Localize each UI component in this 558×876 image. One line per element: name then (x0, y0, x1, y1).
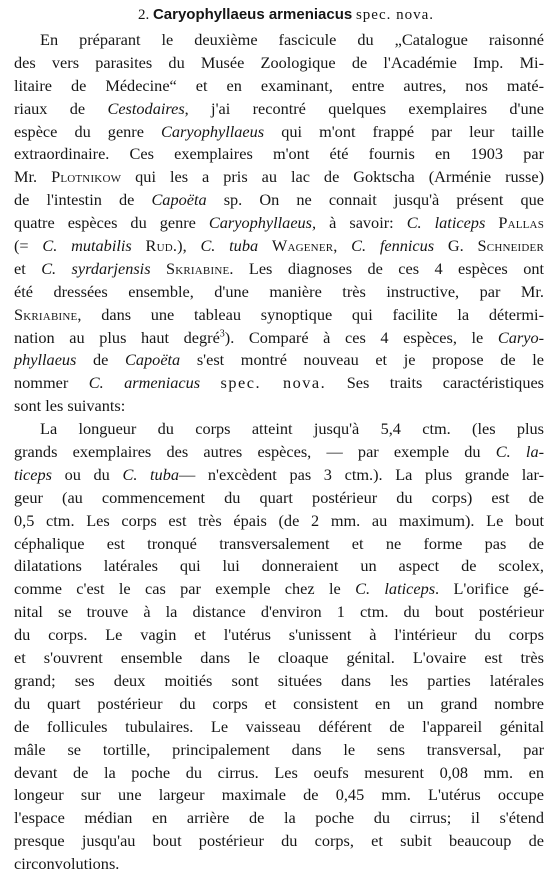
italic-text: Caryophyllaeus (161, 121, 265, 141)
italic-text: phyllaeus (14, 350, 77, 370)
text-line (14, 487, 544, 510)
text-segment: riaux de (14, 98, 108, 118)
text-segment: , (333, 236, 352, 256)
text-segment: qui m'ont frappé par leur taille (264, 121, 544, 141)
italic-text: Cestodaires (107, 98, 185, 118)
section-number: 2. (137, 7, 150, 23)
italic-text: Caryophyllaeus, (208, 213, 317, 233)
text-segment: comme c'est le cas par exemple chez le (14, 579, 356, 599)
text-line (14, 533, 544, 556)
text-segment: En préparant le deuxième fascicule du „Catalogue raisonné (40, 30, 544, 49)
text-line (14, 830, 544, 853)
text-line (14, 395, 544, 418)
text-line (14, 327, 544, 350)
author-name: Rud. (145, 236, 178, 256)
text-line (14, 624, 544, 647)
text-line (14, 807, 544, 830)
text-segment: quatre espèces du genre (14, 213, 209, 233)
text-segment: et s'ouvrent ensemble dans le cloaque génital. L'ovaire est très (14, 648, 544, 668)
author-name: Pallas (498, 213, 545, 233)
text-line (14, 441, 544, 464)
text-line (14, 853, 544, 876)
text-segment: G. (434, 236, 478, 256)
text-line (14, 281, 544, 304)
text-segment: l'espace médian en arrière de la poche du cirrus; il s'étend (14, 808, 544, 828)
author-name: Plotnikow (51, 167, 122, 187)
text-segment: longeur sur une largeur maximale de 0,45 mm. L'utérus occupe (14, 785, 544, 805)
text-segment: sp. On ne connait jusqu'à présent que (206, 190, 544, 210)
text-segment: du corps. Le vagin et l'utérus s'unissent à l'intérieur du corps (14, 625, 544, 645)
text-segment: de follicules tubulaires. Le vaisseau déférent de l'appareil génital (14, 716, 544, 736)
text-line (14, 647, 544, 670)
text-segment: céphalique est tronqué transversalement et ne forme pas de (14, 533, 544, 553)
text-segment: ). Comparé à ces 4 espèces, le (224, 327, 498, 347)
text-segment: 3 (219, 328, 225, 340)
text-line (14, 258, 544, 281)
text-segment: — n'excèdent pas 3 ctm.). La plus grande lar- (178, 464, 544, 484)
italic-text: C. armeniacus (88, 373, 201, 393)
text-segment: été dressées ensemble, d'une manière très instructive, par Mr. (14, 281, 544, 301)
text-segment: qui les a pris au lac de Goktscha (Arménie russe) (121, 167, 545, 187)
text-line (14, 739, 544, 762)
text-line (14, 235, 544, 258)
text-line (14, 212, 544, 235)
text-segment: à savoir: (316, 213, 407, 233)
body-text (14, 29, 544, 876)
text-line (14, 98, 544, 121)
text-line (14, 52, 544, 75)
text-segment: , dans une tableau synoptique qui facilite la détermi- (77, 304, 544, 324)
italic-text: ticeps (14, 464, 52, 484)
text-line (14, 29, 544, 52)
italic-text: C. laticeps (355, 579, 436, 599)
text-segment: dilatations latérales qui lui donneraient un aspect de scolex, (14, 556, 544, 576)
text-segment: litaire de Médecine“ et en examinant, entre autres, nos maté- (14, 75, 544, 95)
text-segment: La longueur du corps atteint jusqu'à 5,4 ctm. (les plus (40, 419, 544, 439)
italic-text: Caryo- (497, 327, 544, 347)
italic-text: C. tuba (200, 236, 259, 256)
author-name: Schneider (477, 236, 544, 256)
text-line (14, 670, 544, 693)
italic-text: C. syrdarjensis (41, 258, 151, 278)
italic-text: C. laticeps (406, 213, 486, 233)
species-suffix: spec. nova. (355, 7, 435, 23)
text-segment: ), (177, 236, 201, 256)
italic-text: C. mutabilis (42, 236, 132, 256)
text-segment: spec. nova. (220, 373, 327, 393)
text-segment: sont les suivants: (14, 396, 126, 416)
text-line (14, 578, 544, 601)
text-segment: circonvolutions. (14, 854, 120, 874)
text-segment: mâle se tortille, principalement dans le sens transversal, par (14, 739, 544, 759)
italic-text: Capoëta (125, 350, 181, 370)
text-line (14, 464, 544, 487)
text-segment: grands exemplaires des autres espèces, — par exemple du (14, 442, 496, 462)
text-line (14, 418, 544, 441)
text-segment: ou du (51, 464, 123, 484)
text-segment: , j'ai recontré quelques exemplaires d'une (184, 98, 544, 118)
text-segment: nital se trouve à la distance d'environ 1 ctm. du bout postérieur (14, 602, 544, 622)
text-line (14, 372, 544, 395)
text-segment: extraordinaire. Ces exemplaires m'ont été fournis en 1903 par (14, 144, 544, 164)
text-line (14, 189, 544, 212)
text-segment (132, 236, 146, 255)
text-segment: de (76, 350, 126, 370)
text-segment: Ses traits caractéristiques (326, 373, 545, 393)
text-line (14, 75, 544, 98)
text-line (14, 693, 544, 716)
text-segment (151, 259, 166, 278)
text-segment (258, 236, 272, 255)
text-line (14, 762, 544, 785)
text-line (14, 601, 544, 624)
text-segment: . L'orifice gé- (435, 579, 544, 599)
species-title: Caryophyllaeus armeniacus (152, 6, 353, 23)
author-name: Skriabine (14, 304, 78, 324)
text-segment: . Les diagnoses de ces 4 espèces ont (229, 258, 544, 278)
text-segment: nommer (14, 373, 89, 393)
text-line (14, 510, 544, 533)
text-segment: (= (14, 236, 43, 256)
italic-text: C. la- (495, 442, 545, 462)
text-segment: Mr. (14, 167, 52, 187)
author-name: Wagener (271, 236, 334, 256)
text-line (14, 784, 544, 807)
text-segment: espèce du genre (14, 121, 162, 141)
text-segment: et (14, 258, 42, 278)
text-segment: geur (au commencement du quart postérieur du corps) est de (14, 487, 544, 507)
text-segment: nation au plus haut degré (14, 327, 220, 347)
text-line (14, 121, 544, 144)
text-segment: de l'intestin de (14, 190, 152, 210)
italic-text: C. fennicus (351, 236, 435, 256)
text-segment: des vers parasites du Musée Zoologique de l'Académie Imp. Mi- (14, 52, 544, 72)
text-line (14, 304, 544, 327)
author-name: Skriabine (165, 258, 230, 278)
text-line (14, 349, 544, 372)
text-segment: du quart postérieur du corps et consistent en un grand nombre (14, 693, 544, 713)
page (14, 4, 544, 876)
text-segment: presque jusqu'au bout postérieur du corps, et subit beaucoup de (14, 831, 544, 851)
text-line (14, 143, 544, 166)
italic-text: Capoëta (151, 190, 207, 210)
text-line (14, 555, 544, 578)
text-segment (200, 373, 220, 392)
text-segment (485, 213, 498, 232)
section-heading (14, 4, 544, 26)
text-segment: 0,5 ctm. Les corps est très épais (de 2 mm. au maximum). Le bout (14, 510, 544, 530)
text-segment: devant de la poche du cirrus. Les oeufs mesurent 0,08 mm. en (14, 762, 544, 782)
italic-text: C. tuba (122, 464, 179, 484)
text-segment: grand; ses deux moitiés sont situées dans les parties latérales (14, 670, 544, 690)
text-line (14, 716, 544, 739)
text-line (14, 166, 544, 189)
text-segment: s'est montré nouveau et je propose de le (180, 350, 544, 370)
